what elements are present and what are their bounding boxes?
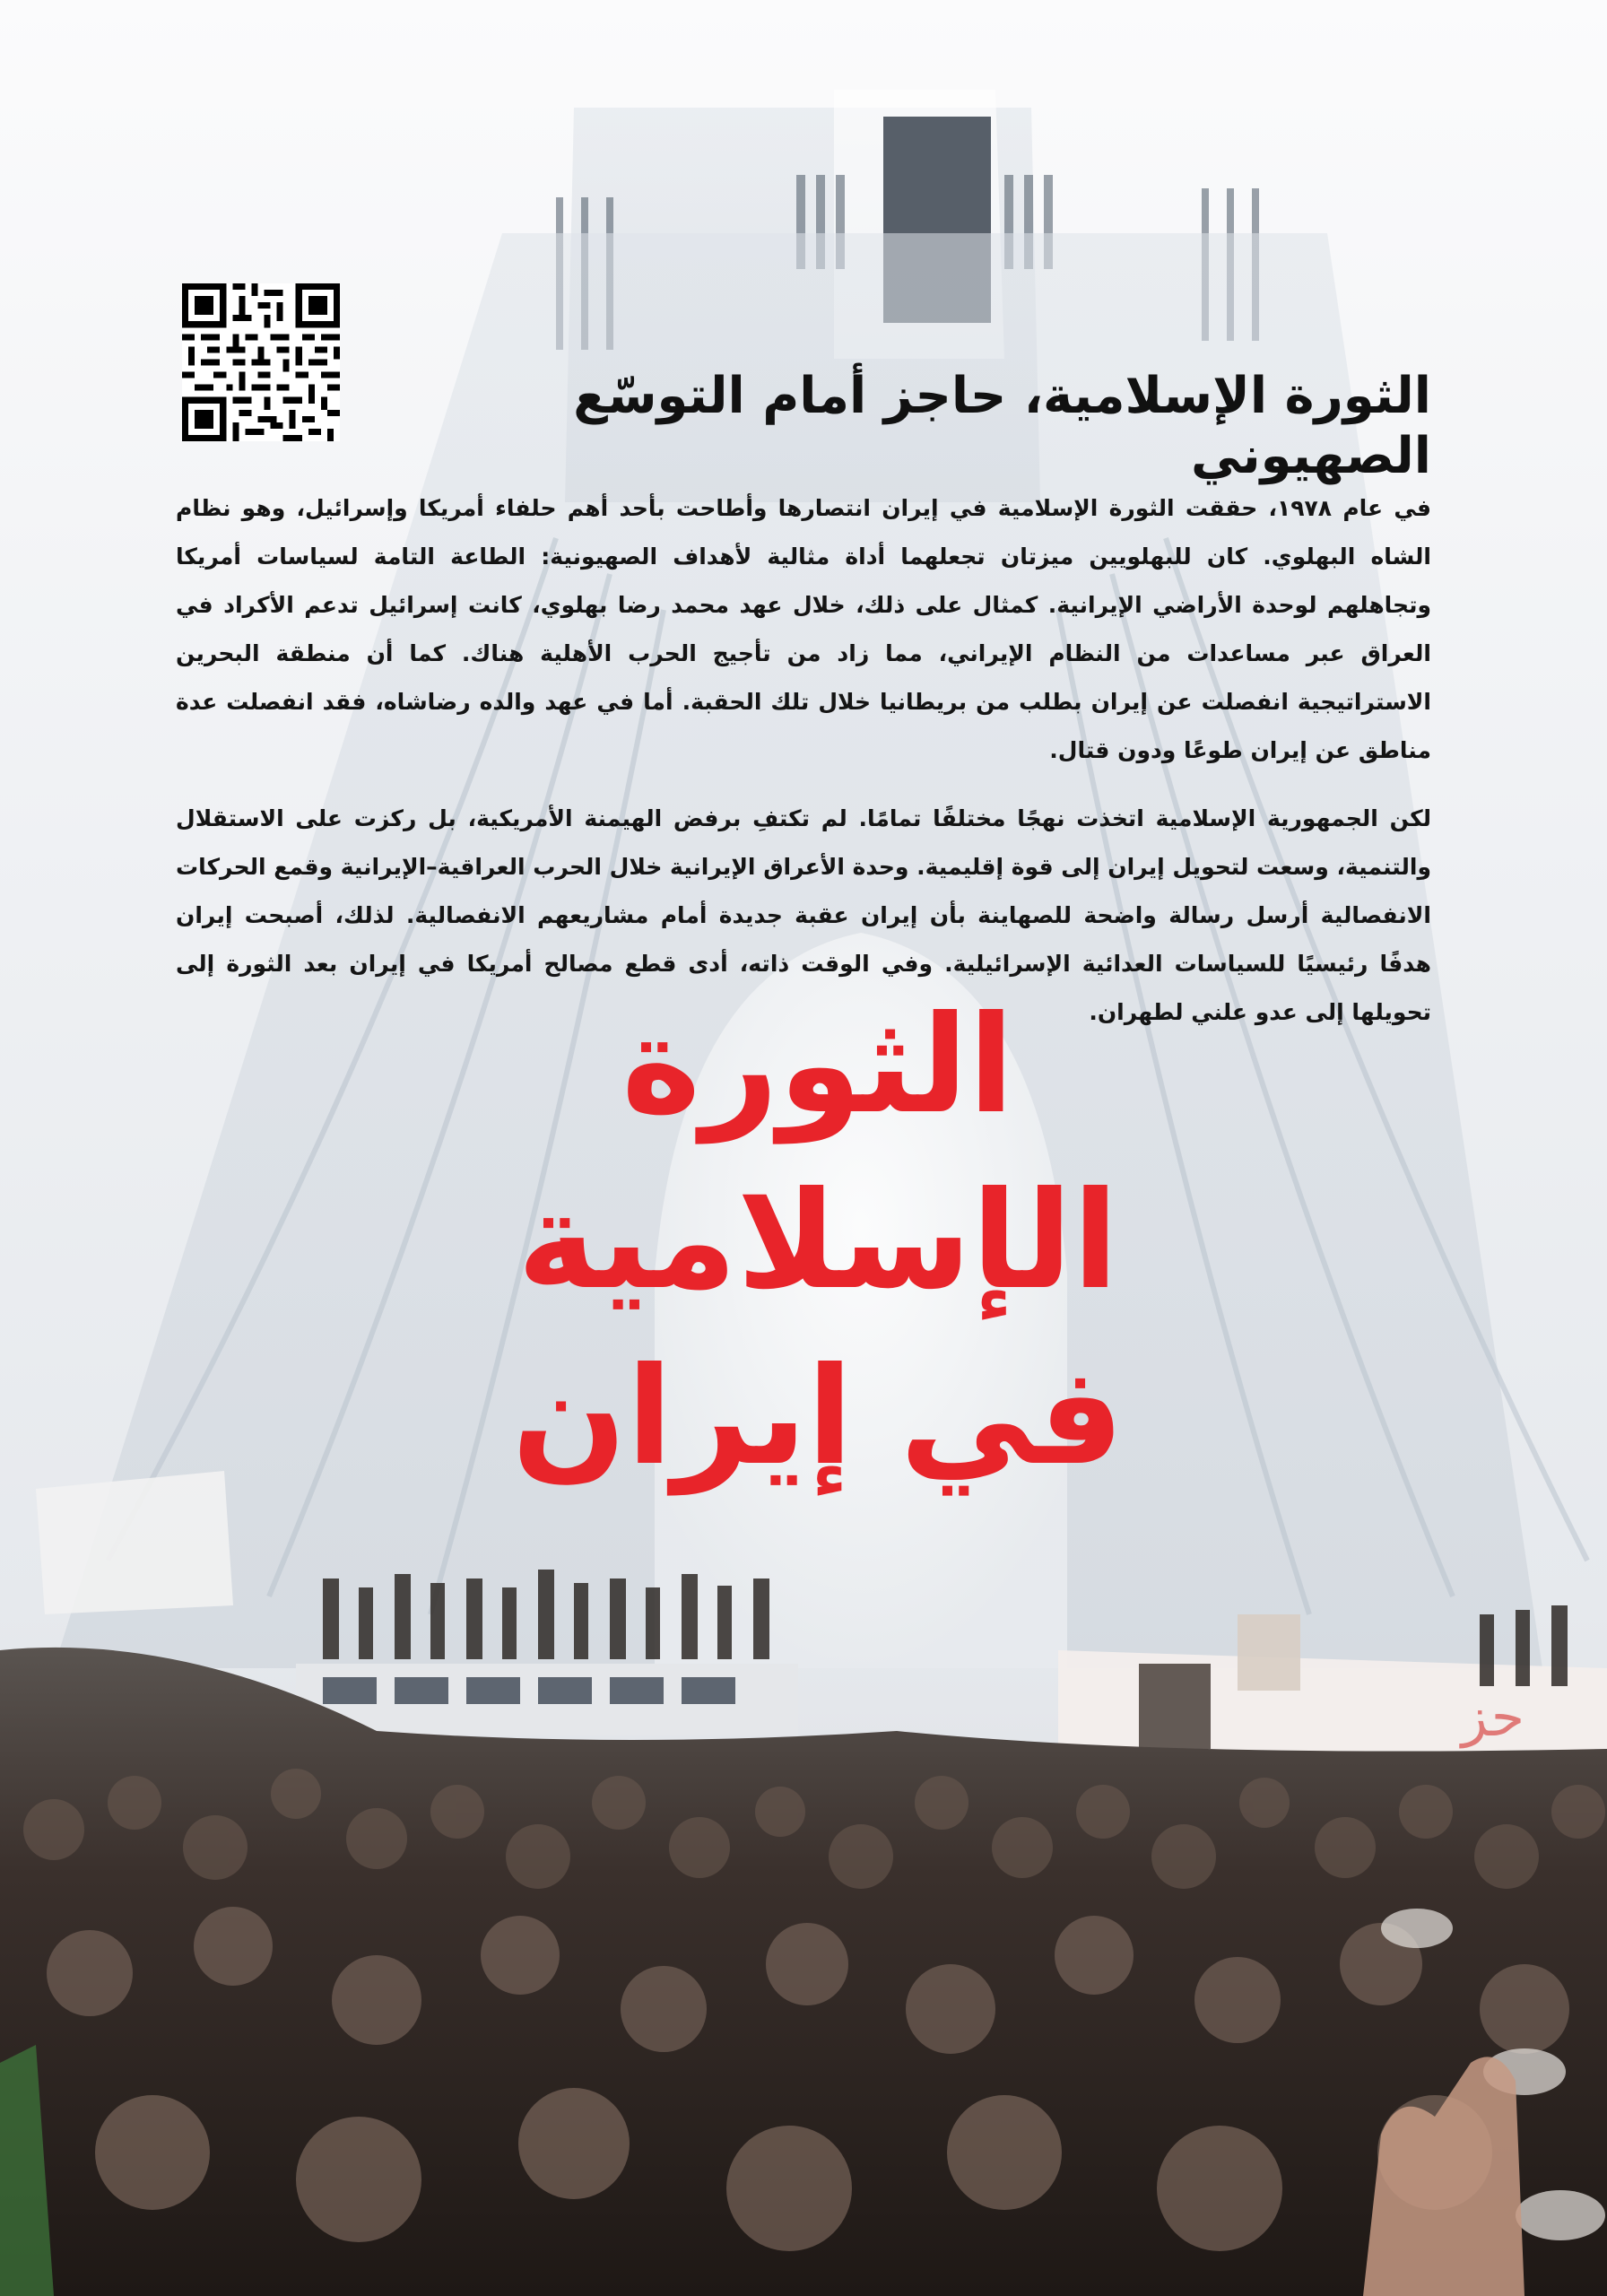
headline-line-3: في إيران [511, 1339, 1125, 1495]
headline-line-1: الثورة [621, 987, 1014, 1144]
article-body [176, 484, 1431, 1057]
article-paragraph-2: لكن الجمهورية الإسلامية اتخذت نهجًا مختلفًا تمامًا. لم تكتفِ برفض الهيمنة الأمريكية، بل ركزت على الاستقلال والتنمية، وسعت لتحويل إيران إلى قوة إقليمية. وحدة الأعراق الإيرانية خلال الحرب العراقية–الإيرانية وقمع الحركات الانفصالية أرسل رسالة واضحة للصهاينة بأن إيران عقبة جديدة أمام مشاريعهم الانفصالية. لذلك، أصبحت إيران هدفًا رئيسيًا للسياسات العدائية الإسرائيلية. وفي الوقت ذاته، أدى قطع مصالح أمريكا في إيران بعد الثورة إلى تحويلها إلى عدو علني لطهران. [176, 805, 1431, 1025]
headline-line-2: الإسلامية [517, 1163, 1119, 1319]
qr-code-icon[interactable] [182, 283, 340, 441]
svg-text:ﺣﺰ: ﺣﺰ [1461, 1686, 1524, 1749]
poster-headline [450, 978, 1186, 1505]
article-paragraph-1: في عام ١٩٧٨، حققت الثورة الإسلامية في إيران انتصارها وأطاحت بأحد أهم حلفاء أمريكا وإسرائيل، وهو نظام الشاه البهلوي. كان للبهلويين ميزتان تجعلهما أداة مثالية لأهداف الصهيونية: الطاعة التامة لسياسات أمريكا وتجاهلهم لوحدة الأراضي الإيرانية. كمثال على ذلك، خلال عهد محمد رضا بهلوي، كانت إسرائيل تدعم الأكراد في العراق عبر مساعدات من النظام الإيراني، مما زاد من تأجيج الحرب الأهلية هناك. كما أن منطقة البحرين الاستراتيجية انفصلت عن إيران بطلب من بريطانيا خلال تلك الحقبة. أما في عهد والده رضاشاه، فقد انفصلت عدة مناطق عن إيران طوعًا ودون قتال. [176, 495, 1432, 763]
article-subtitle: الثورة الإسلامية، حاجز أمام التوسّع الصهيوني [573, 367, 1431, 486]
